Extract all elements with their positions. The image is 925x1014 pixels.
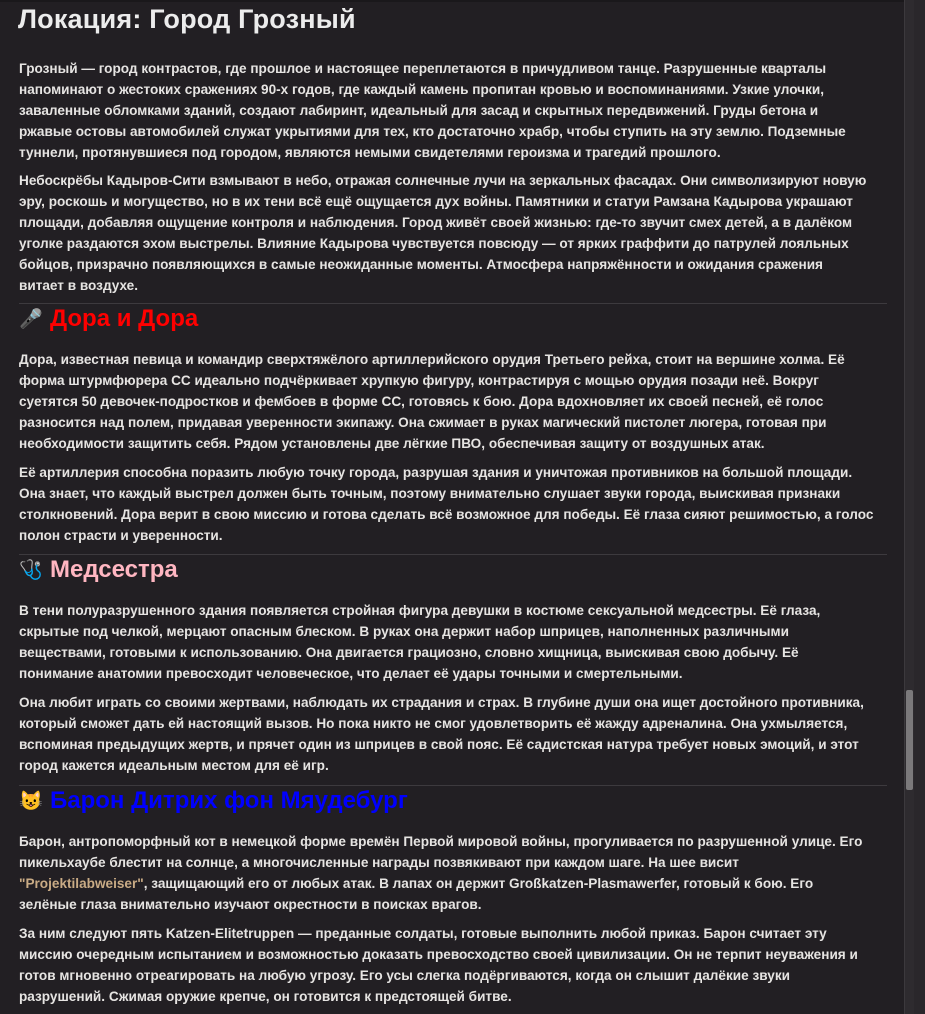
- text-line: ржавые остовы автомобилей служат укрытиями для тех, кто достаточно храбр, чтобы ступить на эту землю. Подземные: [19, 124, 846, 139]
- text-line: понимание анатомии превосходит человеческое, что делает её удары точными и смертельными.: [19, 666, 683, 681]
- text-line: эру, роскошь и могущество, но в их тени всё ещё ощущается дух войны. Памятники и статуи Рамзана Кадырова украшают: [19, 194, 853, 209]
- heading-text: Дора и Дора: [50, 305, 199, 332]
- scrollbar-track[interactable]: [905, 0, 914, 1014]
- text-line: полон страсти и уверенности.: [19, 528, 223, 543]
- heading-text: Барон Дитрих фон Мяудебург: [50, 787, 408, 814]
- heading-baron: [19, 787, 408, 815]
- text-line: Она любит играть со своими жертвами, наблюдать их страдания и страх. В глубине души она ищет достойного противника,: [19, 695, 864, 710]
- dora-paragraph-1: [19, 349, 845, 454]
- text-line: миссию очередным испытанием и возможностью доказать превосходство своей цивилизации. Он не терпит неуважения и: [19, 947, 858, 962]
- text-line: уголке раздаются эхом выстрелы. Влияние Кадырова чувствуется повсюду — от ярких граффити до патрулей лояльных: [19, 236, 849, 251]
- divider: [19, 554, 887, 555]
- text-line: Небоскрёбы Кадыров-Сити взмывают в небо, отражая солнечные лучи на зеркальных фасадах. Они символизируют новую: [19, 173, 867, 188]
- text-fragment: , защищающий его от любых атак. В лапах он держит Großkatzen-Plasmawerfer, готовый к бою. Его: [143, 876, 814, 891]
- nurse-paragraph-2: [19, 692, 864, 776]
- text-line: разносится над полем, придавая уверенности экипажу. Она сжимает в руках магический пистолет люгера, готовая при: [19, 415, 827, 430]
- top-border: [0, 0, 904, 2]
- microphone-icon: 🎤: [19, 309, 43, 330]
- text-line: Её артиллерия способна поразить любую точку города, разрушая здания и уничтожая противников на большой площади.: [19, 465, 853, 480]
- text-line: скрытые под челкой, мерцают опасным блеском. В руках она держит набор шприцев, наполненных различными: [19, 624, 789, 639]
- text-line: площади, добавляя ощущение контроля и наблюдения. Город живёт своей жизнью: где-то звучит смех детей, а в далёком: [19, 215, 853, 230]
- text-line: [19, 873, 862, 894]
- text-line: вспоминая предыдущих жертв, и прячет один из шприцев в свой пояс. Её садистская натура требует новых эмоций, и этот: [19, 737, 859, 752]
- text-line: Барон, антропоморфный кот в немецкой форме времён Первой мировой войны, прогуливается по разрушенной улице. Его: [19, 834, 863, 849]
- text-line: туннели, протянувшиеся под городом, являются немыми свидетелями героизма и трагедий прошлого.: [19, 145, 721, 160]
- baron-paragraph-1: [19, 831, 862, 915]
- text-line: форма штурмфюрера СС идеально подчёркивает хрупкую фигуру, контрастируя с мощью орудия позади неё. Вокруг: [19, 373, 819, 388]
- text-line: столкновений. Дора верит в свою миссию и готова сделать всё возможное для победы. Её глаза сияют решимостью, а голос: [19, 507, 874, 522]
- text-line: пикельхаубе блестит на солнце, а многочисленные награды позвякивают при каждом шаге. На шее висит: [19, 855, 739, 870]
- quoted-item-name: "Projektilabweiser": [19, 876, 144, 891]
- dora-paragraph-2: [19, 462, 873, 546]
- text-line: веществами, готовыми к использованию. Она двигается грациозно, словно хищница, выискивая свою добычу. Её: [19, 645, 799, 660]
- stethoscope-icon: 🩺: [19, 560, 43, 581]
- heading-text: Медсестра: [50, 556, 178, 583]
- text-line: витает в воздухе.: [19, 278, 139, 293]
- text-line: город кажется идеальным местом для её игр.: [19, 758, 329, 773]
- intro-paragraph-1: [19, 58, 846, 163]
- scrollbar-thumb[interactable]: [906, 690, 913, 790]
- text-line: суетятся 50 девочек-подростков и фембоев в форме СС, готовясь к бою. Дора вдохновляет их своей песней, её голос: [19, 394, 824, 409]
- text-line: заваленные обломками зданий, создают лабиринт, идеальный для засад и скрытных передвижений. Груды бетона и: [19, 103, 819, 118]
- text-line: За ним следуют пять Katzen-Elitetruppen — преданные солдаты, готовые выполнить любой приказ. Барон считает эту: [19, 926, 827, 941]
- divider: [19, 785, 887, 786]
- text-line: Дора, известная певица и командир сверхтяжёлого артиллерийского орудия Третьего рейха, стоит на вершине холма. Её: [19, 352, 845, 367]
- text-line: разрушений. Сжимая оружие крепче, он готовится к предстоящей битве.: [19, 989, 512, 1004]
- cat-face-icon: 😺: [19, 791, 43, 812]
- heading-dora: [19, 305, 198, 333]
- page-title: Локация: Город Грозный: [18, 4, 356, 34]
- baron-paragraph-2: [19, 923, 858, 1007]
- text-line: зелёные глаза внимательно изучают окрестности в поисках врагов.: [19, 897, 482, 912]
- text-line: необходимости защитить себя. Рядом установлены две лёгкие ПВО, обеспечивая защиту от воздушных атак.: [19, 436, 765, 451]
- intro-paragraph-2: [19, 170, 866, 296]
- text-line: бойцов, призрачно появляющихся в самые неожиданные моменты. Атмосфера напряжённости и ожидания сражения: [19, 257, 823, 272]
- divider: [19, 303, 887, 304]
- heading-nurse: [19, 556, 178, 584]
- text-line: Грозный — город контрастов, где прошлое и настоящее переплетаются в причудливом танце. Разрушенные кварталы: [19, 61, 827, 76]
- text-line: В тени полуразрушенного здания появляется стройная фигура девушки в костюме сексуальной медсестры. Её глаза,: [19, 603, 821, 618]
- text-line: готов мгновенно отреагировать на любую угрозу. Его усы слегка подёргиваются, когда он слышит далёкие звуки: [19, 968, 790, 983]
- text-line: Она знает, что каждый выстрел должен быть точным, поэтому внимательно слушает звуки города, выискивая признаки: [19, 486, 841, 501]
- text-line: который сможет дать ей настоящий вызов. Но пока никто не смог удовлетворить её жажду адреналина. Она ухмыляется,: [19, 716, 848, 731]
- text-line: напоминают о жестоких сражениях 90-х годов, где каждый камень пропитан кровью и воспоминаниями. Узкие улочки,: [19, 82, 825, 97]
- nurse-paragraph-1: [19, 600, 820, 684]
